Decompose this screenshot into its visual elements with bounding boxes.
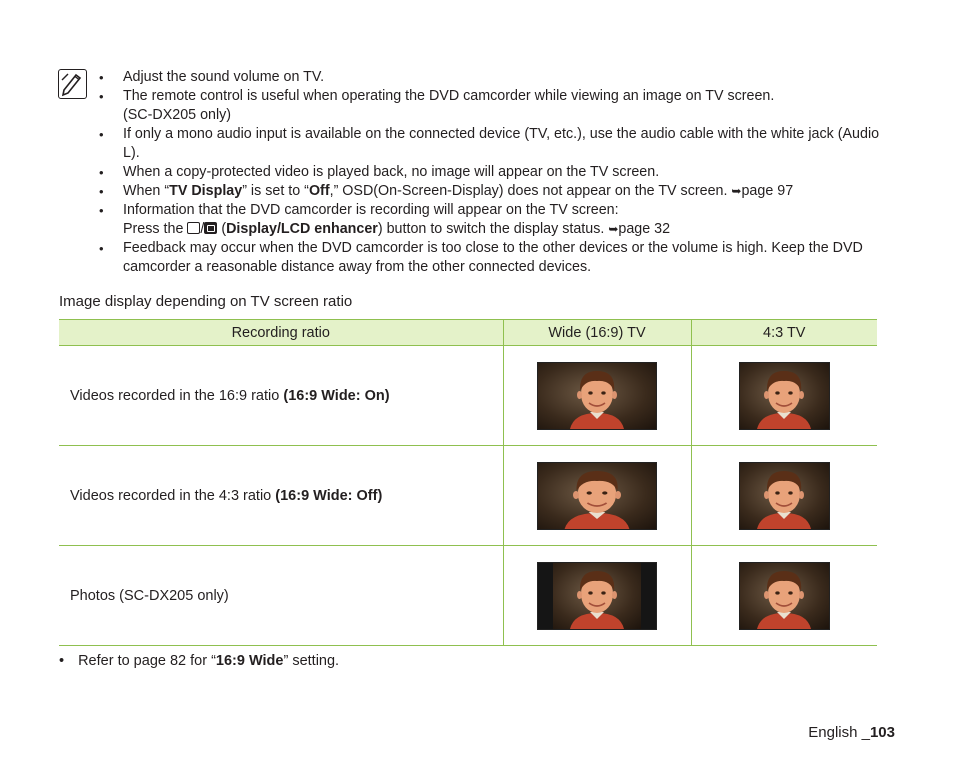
table-header-row — [59, 320, 877, 346]
note-item: • The remote control is useful when operating the DVD camcorder while viewing an image on TV screen. (SC-DX205 only) — [99, 87, 889, 125]
header-wide-tv: Wide (16:9) TV — [503, 320, 691, 346]
page-ref-arrow-icon: ➥ — [608, 222, 619, 236]
boy-photo-standard-image — [739, 562, 830, 630]
page-number: English _103 — [808, 724, 895, 741]
note-item: • Information that the DVD camcorder is recording will appear on the TV screen: Press the / (Display/LCD enhancer) button to switch the display status. ➥page 32 — [99, 201, 889, 239]
table-row — [59, 446, 877, 546]
note-item: • Feedback may occur when the DVD camcorder is too close to the other devices or the volume is high. Keep the DVD camcorder a reasonable distance away from the other connected devices. — [99, 239, 889, 277]
note-item: • When “TV Display” is set to “Off,” OSD(On-Screen-Display) does not appear on the TV screen. ➥page 97 — [99, 182, 889, 201]
boy-photo-pillarbox-image — [537, 562, 657, 630]
display-button-icon — [187, 222, 200, 234]
table-row — [59, 346, 877, 446]
header-4-3-tv: 4:3 TV — [691, 320, 877, 346]
header-recording-ratio: Recording ratio — [59, 320, 503, 346]
boy-photo-wide-image — [537, 362, 657, 430]
note-item: • Adjust the sound volume on TV. — [99, 68, 889, 87]
ratio-table — [59, 319, 877, 646]
row-description: Photos (SC-DX205 only) — [59, 546, 503, 646]
boy-photo-standard-image — [739, 462, 830, 530]
lcd-enhancer-button-icon — [204, 222, 217, 234]
footnote: • Refer to page 82 for “16:9 Wide” setting. — [59, 653, 340, 669]
row-description: Videos recorded in the 16:9 ratio (16:9 Wide: On) — [59, 346, 503, 446]
boy-photo-standard-image — [739, 362, 830, 430]
section-title: Image display depending on TV screen ratio — [59, 293, 353, 310]
page-ref-arrow-icon: ➥ — [731, 184, 742, 198]
notes-list — [99, 68, 889, 277]
note-item: • When a copy-protected video is played back, no image will appear on the TV screen. — [99, 163, 889, 182]
note-pencil-icon — [58, 69, 87, 99]
table-row — [59, 546, 877, 646]
row-description: Videos recorded in the 4:3 ratio (16:9 Wide: Off) — [59, 446, 503, 546]
boy-photo-stretched-image — [537, 462, 657, 530]
note-item: • If only a mono audio input is available on the connected device (TV, etc.), use the audio cable with the white jack (Audio L). — [99, 125, 889, 163]
